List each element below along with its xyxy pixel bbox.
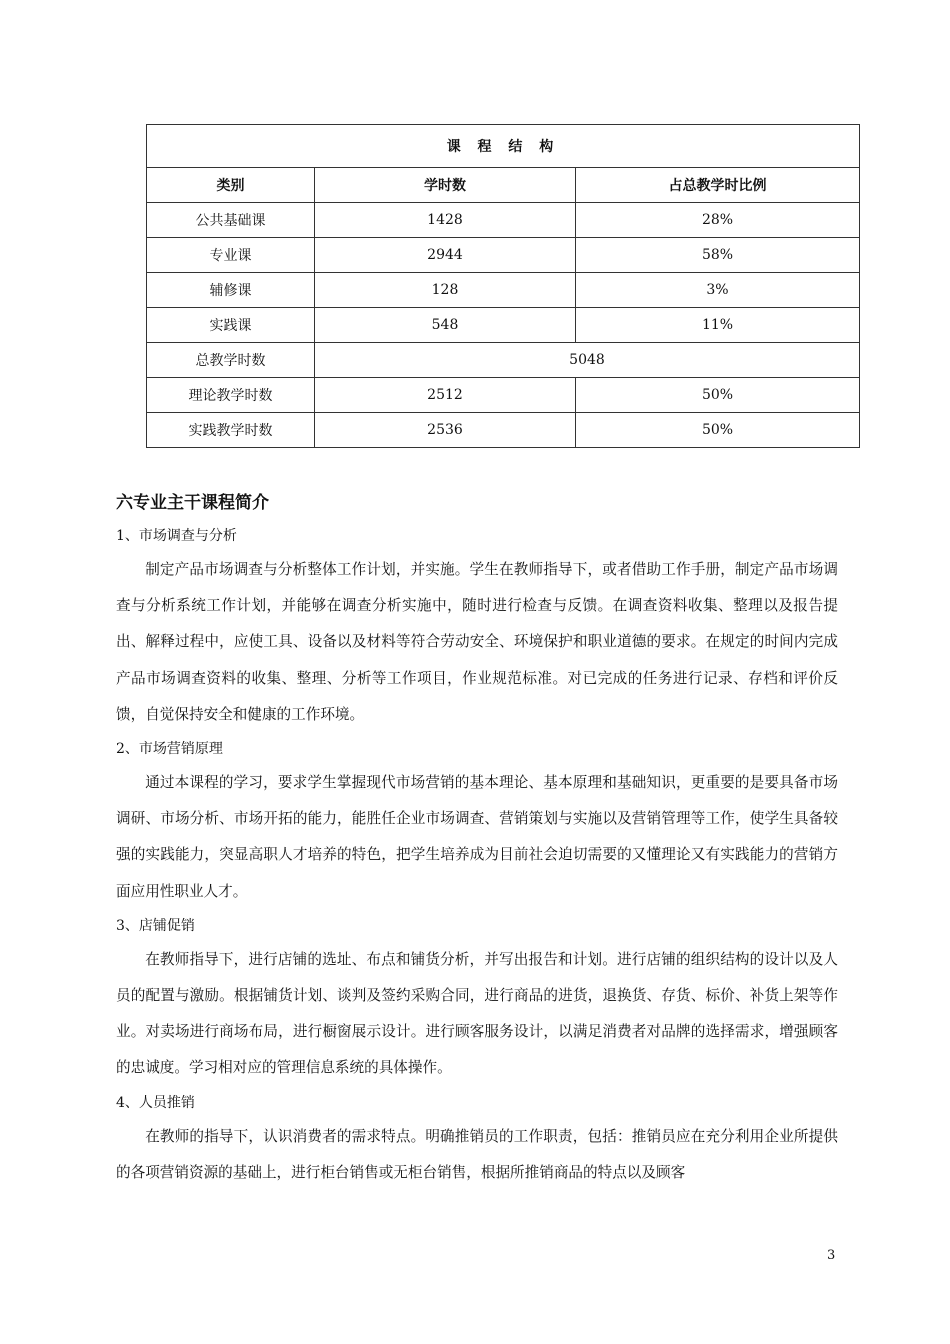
table-caption: 课 程 结 构 (147, 125, 860, 168)
section-title: 六专业主干课程简介 (116, 493, 269, 513)
cell-category: 辅修课 (147, 273, 315, 308)
cell-theory-label: 理论教学时数 (147, 378, 315, 413)
header-hours: 学时数 (315, 168, 576, 203)
cell-theory-hours: 2512 (315, 378, 576, 413)
cell-practice-ratio: 50% (576, 413, 860, 448)
course-heading: 1、市场调查与分析 (116, 528, 237, 544)
cell-ratio: 58% (576, 238, 860, 273)
course-descriptions (116, 520, 838, 1191)
cell-total-value: 5048 (315, 343, 860, 378)
table-row (147, 273, 860, 308)
table-row-theory (147, 378, 860, 413)
cell-category: 实践课 (147, 308, 315, 343)
table-row-total (147, 343, 860, 378)
cell-category: 专业课 (147, 238, 315, 273)
cell-total-label: 总教学时数 (147, 343, 315, 378)
course-body: 通过本课程的学习，要求学生掌握现代市场营销的基本理论、基本原理和基础知识，更重要的是要具备市场调研、市场分析、市场开拓的能力，能胜任企业市场调查、营销策划与实施以及营销管理等工作，使学生具备较强的实践能力，突显高职人才培养的特色，把学生培养成为目前社会迫切需要的又懂理论又有实践能力的营销方面应用性职业人才。 (116, 774, 838, 900)
course-structure-table (146, 124, 860, 448)
table-row (147, 203, 860, 238)
cell-ratio: 11% (576, 308, 860, 343)
table-row-practice (147, 413, 860, 448)
header-ratio: 占总教学时比例 (576, 168, 860, 203)
cell-ratio: 3% (576, 273, 860, 308)
cell-ratio: 28% (576, 203, 860, 238)
table-header-row (147, 168, 860, 203)
course-heading: 4、人员推销 (116, 1094, 195, 1111)
cell-practice-label: 实践教学时数 (147, 413, 315, 448)
cell-hours: 128 (315, 273, 576, 308)
table-caption-row (147, 125, 860, 168)
course-heading: 2、市场营销原理 (116, 741, 223, 758)
cell-category: 公共基础课 (147, 203, 315, 238)
cell-hours: 548 (315, 308, 576, 343)
cell-hours: 1428 (315, 203, 576, 238)
header-category: 类别 (147, 168, 315, 203)
course-heading: 3、店铺促销 (116, 917, 195, 934)
course-body: 在教师的指导下，认识消费者的需求特点。明确推销员的工作职责，包括：推销员应在充分利用企业所提供的各项营销资源的基础上，进行柜台销售或无柜台销售，根据所推销商品的特点以及顾客 (116, 1127, 838, 1181)
cell-practice-hours: 2536 (315, 413, 576, 448)
cell-theory-ratio: 50% (576, 378, 860, 413)
page-number: 3 (827, 1248, 836, 1263)
course-structure-table-wrap (146, 124, 859, 448)
course-body: 制定产品市场调查与分析整体工作计划，并实施。学生在教师指导下，或者借助工作手册，制定产品市场调查与分析系统工作计划，并能够在调查分析实施中，随时进行检查与反馈。在调查资料收集、整理以及报告提出、解释过程中，应使工具、设备以及材料等符合劳动安全、环境保护和职业道德的要求。在规定的时间内完成产品市场调查资料的收集、整理、分析等工作项目，作业规范标准。对已完成的任务进行记录、存档和评价反馈，自觉保持安全和健康的工作环境。 (116, 561, 838, 723)
course-body: 在教师指导下，进行店铺的选址、布点和铺货分析，并写出报告和计划。进行店铺的组织结构的设计以及人员的配置与激励。根据铺货计划、谈判及签约采购合同，进行商品的进货，退换货、存货、标价、补货上架等作业。对卖场进行商场布局，进行橱窗展示设计。进行顾客服务设计，以满足消费者对品牌的选择需求，增强顾客的忠诚度。学习相对应的管理信息系统的具体操作。 (116, 950, 838, 1077)
table-row (147, 308, 860, 343)
table-row (147, 238, 860, 273)
cell-hours: 2944 (315, 238, 576, 273)
